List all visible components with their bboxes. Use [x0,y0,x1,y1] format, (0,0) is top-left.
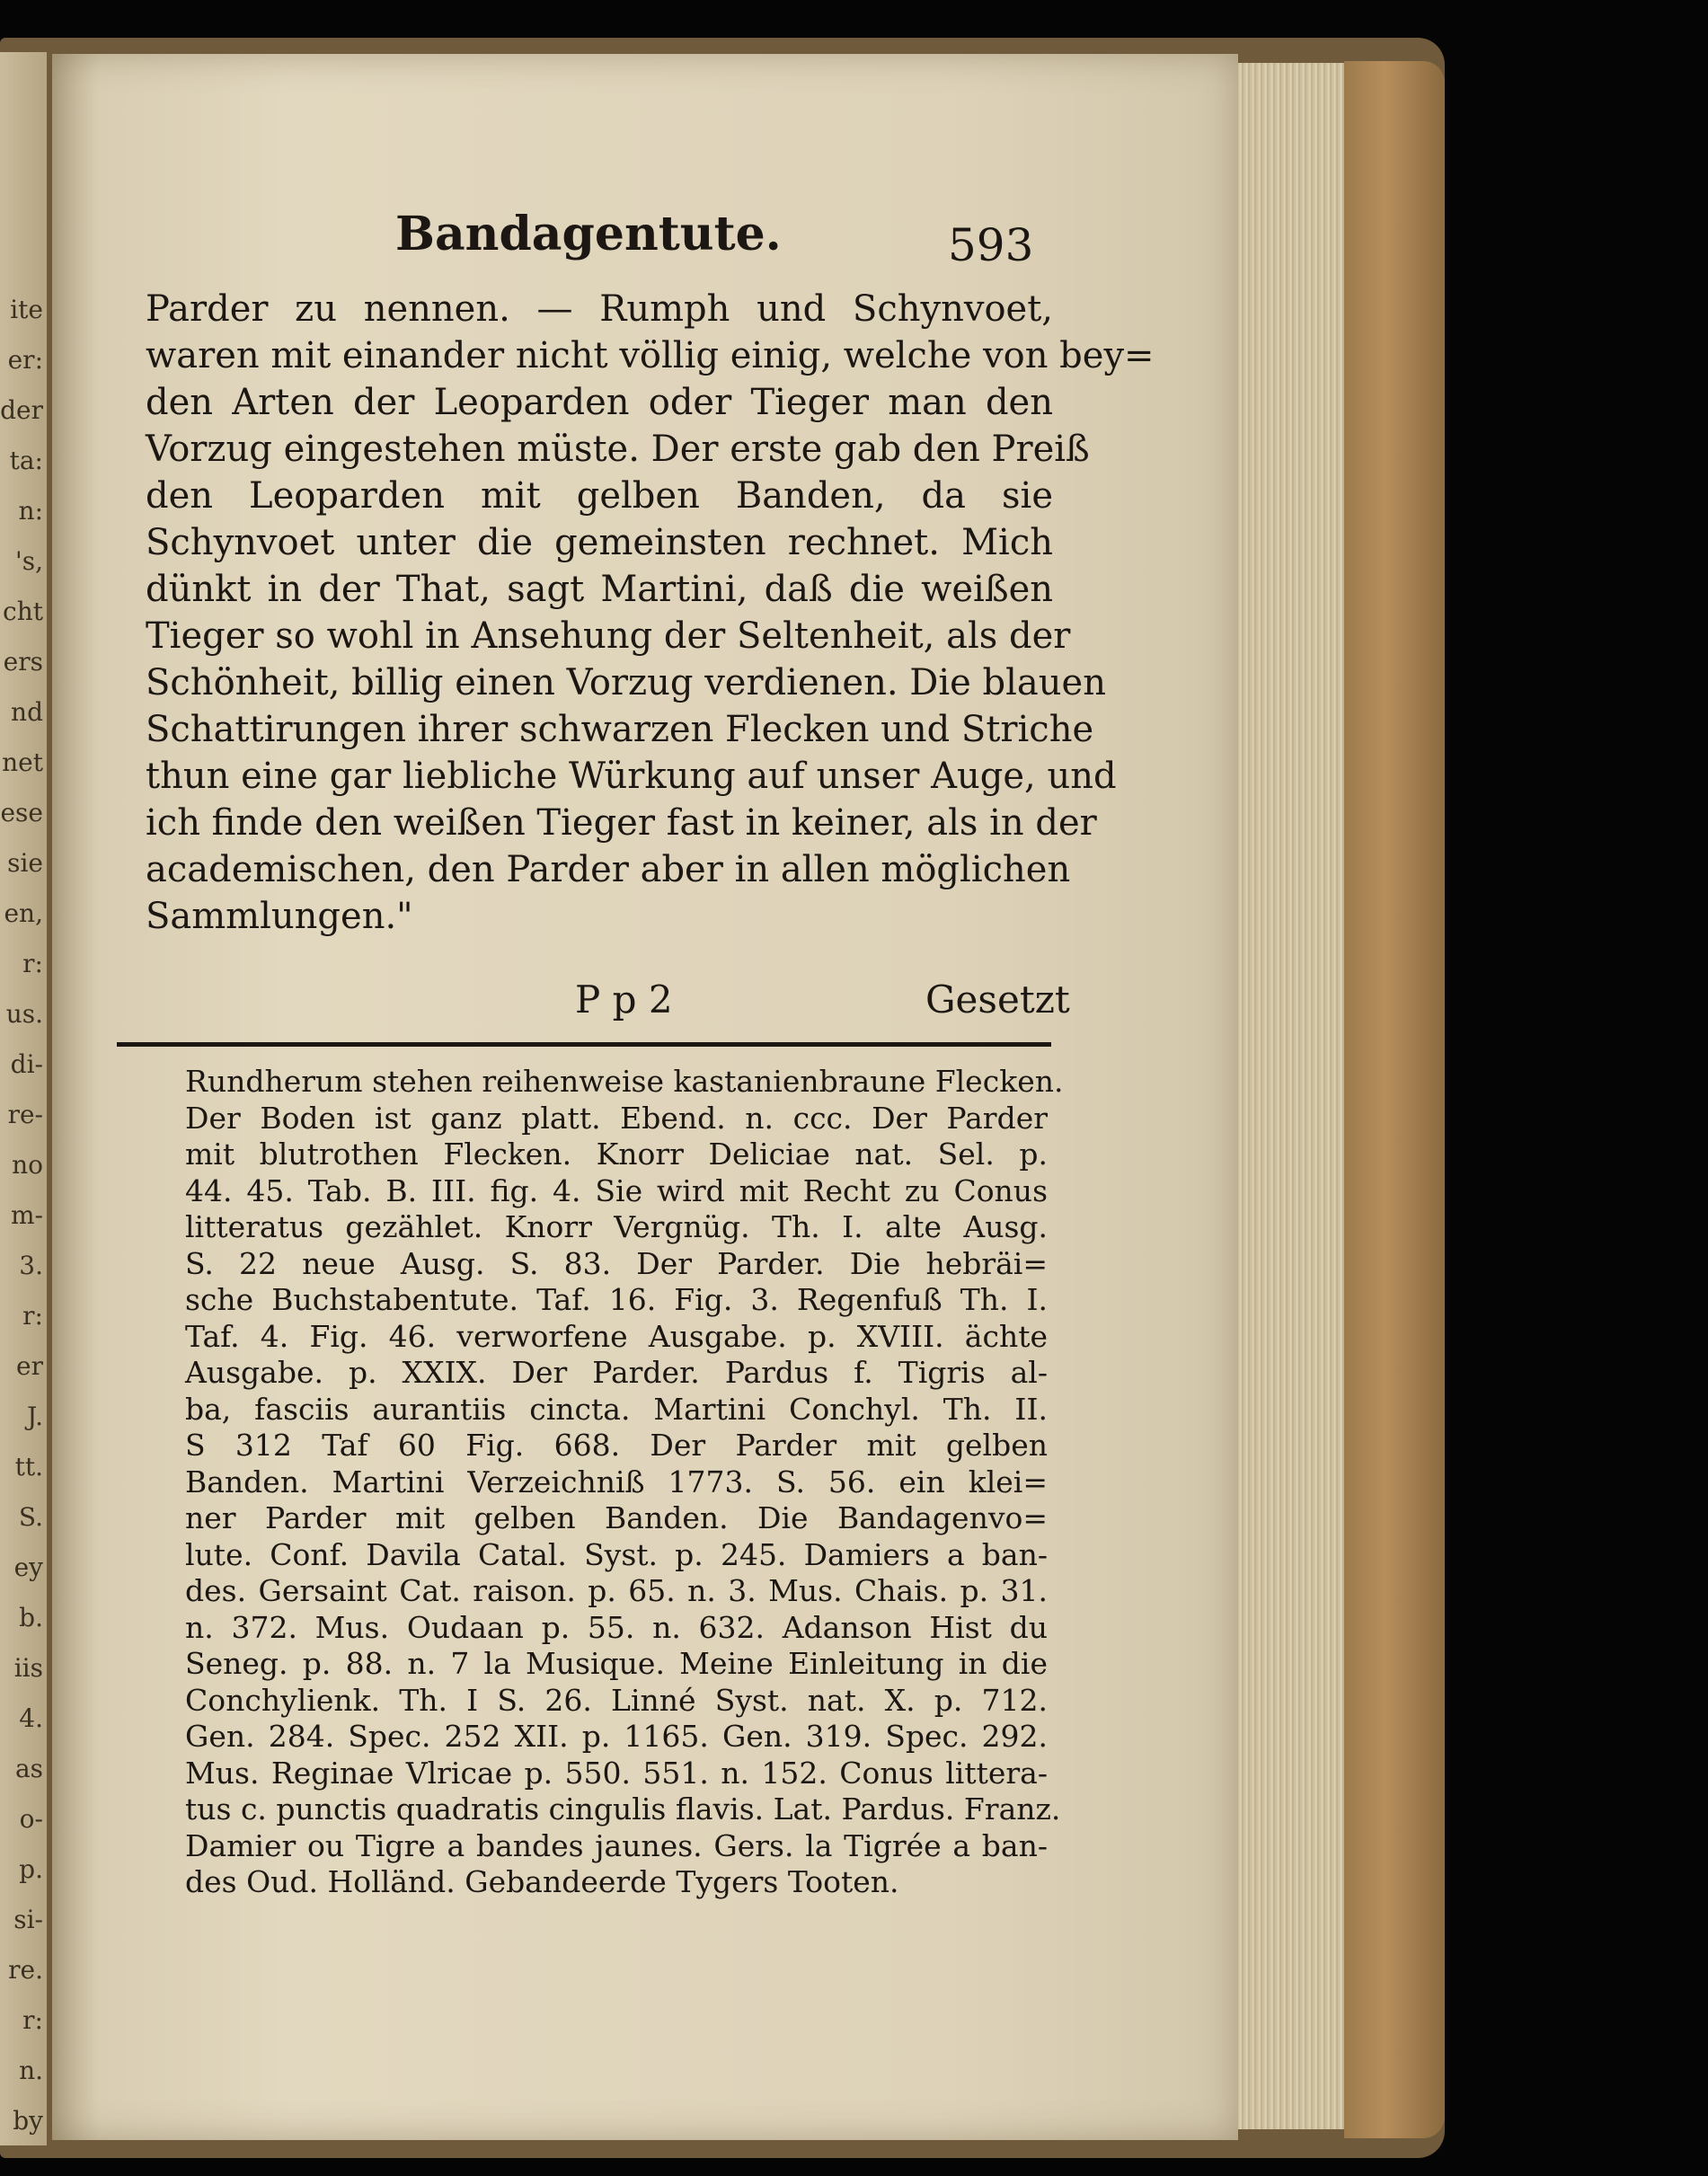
prev-page-fragment: r: [22,1301,43,1331]
footnote-line: lute. Conf. Davila Catal. Syst. p. 245. Damiers a ban- [185,1536,1048,1572]
footnote-line: des. Gersaint Cat. raison. p. 65. n. 3. Mus. Chais. p. 31. [185,1573,1048,1608]
body-line: den Arten der Leoparden oder Tieger man den [146,382,1053,423]
prev-page-fragment: en, [4,898,43,928]
footnote-line: Damier ou Tigre a bandes jaunes. Gers. la Tigrée a ban- [185,1827,1048,1863]
body-line: Parder zu nennen. — Rumph und Schynvoet, [146,288,1053,330]
prev-page-fragment: b. [19,1603,43,1632]
footnote-line: n. 372. Mus. Oudaan p. 55. n. 632. Adanson Hist du [185,1609,1048,1645]
prev-page-fragment: ite [10,295,43,324]
body-line: Sammlungen." [146,896,413,937]
prev-page-fragment: 4. [19,1703,43,1733]
body-line: Schynvoet unter die gemeinsten rechnet. Mich [146,522,1053,563]
prev-page-fragment: cht [3,597,43,626]
footnote-line: litteratus gezählet. Knorr Vergnüg. Th. I. alte Ausg. [185,1209,1048,1244]
footnote-line: tus c. punctis quadratis cingulis flavis. Lat. Pardus. Franz. [185,1791,1061,1827]
prev-page-fragment: n. [19,2056,43,2085]
prev-page-fragment: r: [22,949,43,978]
prev-page-fragment: si- [13,1905,43,1934]
prev-page-fragment: der [0,395,43,425]
footnote-line: S. 22 neue Ausg. S. 83. Der Parder. Die hebräi= [185,1245,1048,1281]
prev-page-fragment: ta: [9,446,43,475]
page-edges [1238,63,1344,2129]
prev-page-fragment: sie [7,848,43,878]
prev-page-fragment: by [13,2106,43,2136]
body-line: Schattirungen ihrer schwarzen Flecken und Striche [146,709,1094,750]
footnote-line: Gen. 284. Spec. 252 XII. p. 1165. Gen. 319. Spec. 292. [185,1719,1048,1754]
prev-page-fragment: ers [3,647,43,677]
footnote-line: Der Boden ist ganz platt. Ebend. n. ccc. Der Parder [185,1100,1048,1136]
footnote-line: Ausgabe. p. XXIX. Der Parder. Pardus f. Tigris al- [185,1355,1048,1390]
prev-page-fragment: m- [10,1200,43,1230]
footnote-line: Seneg. p. 88. n. 7 la Musique. Meine Einleitung in die [185,1646,1048,1681]
prev-page-fragment: er: [7,345,43,375]
footnote-line: S 312 Taf 60 Fig. 668. Der Parder mit gelben [185,1428,1048,1463]
body-line: waren mit einander nicht völlig einig, welche von bey= [146,335,1155,376]
prev-page-fragment: 3. [19,1251,43,1280]
footnote-rule [117,1042,1051,1047]
running-title: Bandagentute. [395,207,782,261]
prev-page-fragment: nd [11,697,43,727]
prev-page-fragment: J. [27,1402,43,1431]
footnote-line: Mus. Reginae Vlricae p. 550. 551. n. 152. Conus littera- [185,1755,1048,1791]
footnote-line: Taf. 4. Fig. 46. verworfene Ausgabe. p. XVIII. ächte [185,1318,1048,1354]
body-line: dünkt in der That, sagt Martini, daß die weißen [146,569,1053,610]
prev-page-fragment: ese [0,798,43,827]
prev-page-fragment: as [14,1754,43,1783]
body-line: thun eine gar liebliche Würkung auf unser Auge, und [146,756,1117,797]
prev-page-fragment: er [16,1351,43,1381]
prev-page-fragment: n: [18,496,43,526]
previous-page-edge [0,52,47,2145]
prev-page-fragment: di- [10,1049,43,1079]
prev-page-fragment: no [12,1150,43,1180]
prev-page-fragment: iis [13,1653,43,1683]
prev-page-fragment: r: [22,2005,43,2035]
page-number: 593 [948,219,1034,271]
prev-page-fragment: p. [19,1854,43,1884]
footnote-line: Conchylienk. Th. I S. 26. Linné Syst. nat. X. p. 712. [185,1682,1048,1718]
prev-page-fragment: 's, [15,546,43,576]
prev-page-fragment: us. [5,999,43,1029]
body-line: Schönheit, billig einen Vorzug verdienen. Die blauen [146,662,1106,703]
body-line: Tieger so wohl in Ansehung der Seltenheit, als der [146,615,1071,657]
prev-page-fragment: re- [7,1100,43,1129]
footnote-line: Banden. Martini Verzeichniß 1773. S. 56. ein klei= [185,1464,1048,1499]
prev-page-fragment: tt. [14,1452,43,1482]
body-line: Vorzug eingestehen müste. Der erste gab den Preiß [146,429,1090,470]
footnote-line: sche Buchstabentute. Taf. 16. Fig. 3. Regenfuß Th. I. [185,1282,1048,1317]
prev-page-fragment: S. [18,1502,43,1532]
book-cover [1344,61,1445,2138]
body-line: ich finde den weißen Tieger fast in keiner, als in der [146,802,1097,844]
footnote-line: mit blutrothen Flecken. Knorr Deliciae nat. Sel. p. [185,1137,1048,1172]
body-line: den Leoparden mit gelben Banden, da sie [146,475,1053,517]
prev-page-fragment: o- [19,1804,43,1834]
body-line: academischen, den Parder aber in allen möglichen [146,849,1071,890]
footnote-line: 44. 45. Tab. B. III. fig. 4. Sie wird mit Recht zu Conus [185,1172,1048,1208]
prev-page-fragment: net [2,747,43,777]
prev-page-fragment: ey [13,1552,43,1582]
prev-page-fragment: re. [8,1955,43,1985]
footnote-line: ba, fasciis aurantiis cincta. Martini Conchyl. Th. II. [185,1391,1048,1427]
catchword: Gesetzt [925,977,1070,1022]
footnote-line: ner Parder mit gelben Banden. Die Bandagenvo= [185,1500,1048,1535]
footnote-line: Rundherum stehen reihenweise kastanienbraune Flecken. [185,1064,1064,1099]
footnote-line: des Oud. Holländ. Gebandeerde Tygers Tooten. [185,1864,899,1899]
signature-mark: P p 2 [575,977,673,1022]
